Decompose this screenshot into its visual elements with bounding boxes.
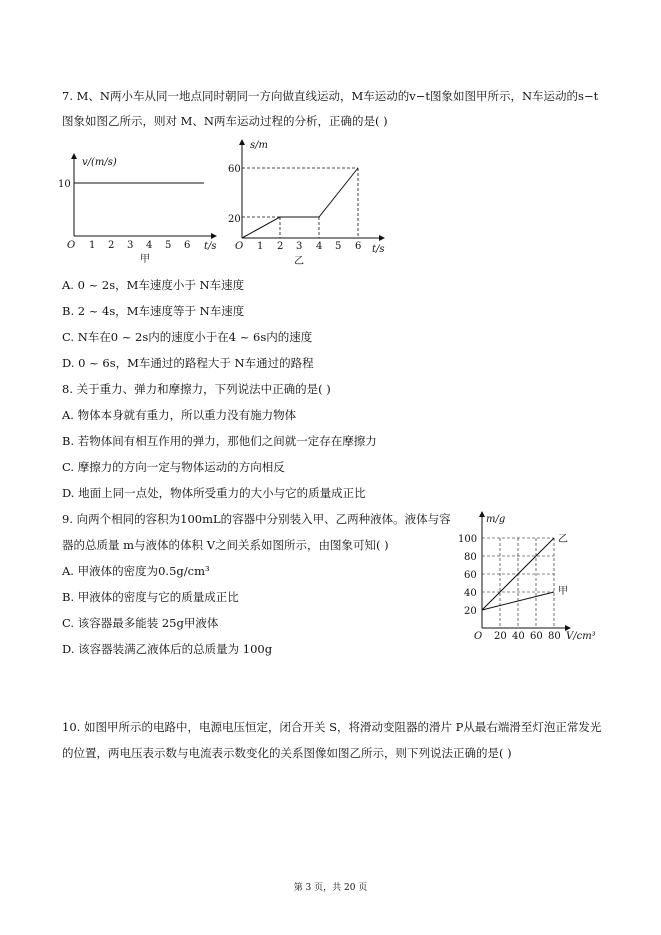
jia-origin: O (67, 240, 76, 251)
q9-ylabel: m/g (486, 514, 506, 525)
q9-option-c[interactable]: C. 该容器最多能装 25g甲液体 (62, 616, 219, 630)
yi-xlabel: t/s (372, 244, 385, 255)
q9-stem-line2: 器的总质量 m与液体的体积 V之间关系如图所示，由图象可知( ) (62, 538, 389, 552)
q9-ytick-60: 60 (464, 570, 477, 581)
q8-option-d[interactable]: D. 地面上同一点处，物体所受重力的大小与它的质量成正比 (62, 486, 366, 500)
jia-xtick-6: 6 (184, 240, 191, 251)
yi-ytick-60: 60 (228, 164, 241, 175)
q9-xtick-60: 60 (530, 631, 543, 642)
q9-option-a[interactable]: A. 甲液体的密度为0.5g/cm³ (62, 564, 210, 578)
jia-xtick-1: 1 (89, 240, 96, 251)
yi-xtick-5: 5 (335, 241, 342, 252)
yi-xtick-3: 3 (296, 241, 303, 252)
q9-option-d[interactable]: D. 该容器装满乙液体后的总质量为 100g (62, 642, 273, 656)
q7-option-d[interactable]: D. 0 ~ 6s，M车通过的路程大于 N车通过的路程 (62, 356, 314, 370)
q9-xlabel: V/cm³ (566, 631, 596, 642)
q9-xtick-80: 80 (548, 631, 561, 642)
q8-option-c[interactable]: C. 摩擦力的方向一定与物体运动的方向相反 (62, 460, 285, 474)
q7-graph-yi (226, 136, 396, 270)
page-footer: 第 3 页，共 20 页 (293, 883, 368, 893)
jia-xlabel: t/s (204, 241, 217, 252)
q9-series-jia-label: 甲 (558, 586, 568, 597)
jia-xtick-5: 5 (165, 240, 172, 251)
q9-ytick-20: 20 (464, 606, 477, 617)
yi-distance-line (242, 168, 358, 238)
q7-stem-line1: 7. M、N两小车从同一地点同时朝同一方向做直线运动，M车运动的v−t图象如图甲所示，N车运动的s−t (62, 89, 599, 103)
q9-stem-line1: 9. 向两个相同的容积为100mL的容器中分别装入甲、乙两种液体。液体与容 (62, 512, 451, 526)
q9-xtick-20: 20 (494, 631, 507, 642)
yi-caption: 乙 (294, 256, 304, 267)
jia-xtick-3: 3 (127, 240, 134, 251)
q9-series-yi-label: 乙 (558, 534, 568, 545)
q10-stem-line2: 的位置，两电压表示数与电流表示数变化的关系图像如图乙所示，则下列说法正确的是( ) (62, 746, 512, 760)
q7-graph-jia (56, 150, 226, 268)
q9-graph (452, 506, 602, 646)
q7-option-c[interactable]: C. N车在0 ~ 2s内的速度小于在4 ~ 6s内的速度 (62, 330, 313, 344)
q7-option-b[interactable]: B. 2 ~ 4s，M车速度等于 N车速度 (62, 304, 245, 318)
yi-ylabel: s/m (250, 140, 268, 151)
yi-xtick-4: 4 (316, 241, 323, 252)
yi-xtick-6: 6 (355, 241, 362, 252)
q8-option-a[interactable]: A. 物体本身就有重力，所以重力没有施力物体 (62, 408, 297, 422)
yi-xtick-1: 1 (257, 241, 264, 252)
q10-stem-line1: 10. 如图甲所示的电路中，电源电压恒定，闭合开关 S，将滑动变阻器的滑片 P从最右端滑至灯泡正常发光 (62, 720, 602, 734)
jia-ylabel: v/(m/s) (82, 157, 117, 168)
jia-caption: 甲 (140, 254, 150, 265)
q7-option-a[interactable]: A. 0 ~ 2s，M车速度小于 N车速度 (62, 278, 245, 292)
jia-ytick-10: 10 (58, 179, 71, 190)
q9-option-b[interactable]: B. 甲液体的密度与它的质量成正比 (62, 590, 239, 604)
q7-stem-line2: 图象如图乙所示，则对 M、N两车运动过程的分析，正确的是( ) (62, 114, 388, 128)
q8-option-b[interactable]: B. 若物体间有相互作用的弹力，那他们之间就一定存在摩擦力 (62, 434, 377, 448)
q9-ytick-80: 80 (464, 552, 477, 563)
q8-stem: 8. 关于重力、弹力和摩擦力，下列说法中正确的是( ) (62, 382, 331, 396)
jia-xtick-4: 4 (146, 240, 153, 251)
yi-origin: O (235, 241, 244, 252)
jia-xtick-2: 2 (108, 240, 115, 251)
q9-xtick-40: 40 (512, 631, 525, 642)
q9-ytick-40: 40 (464, 588, 477, 599)
q9-origin: O (474, 631, 483, 642)
q9-grid (482, 538, 554, 628)
yi-ytick-20: 20 (228, 214, 241, 225)
q9-ytick-100: 100 (458, 534, 478, 545)
yi-xtick-2: 2 (277, 241, 284, 252)
